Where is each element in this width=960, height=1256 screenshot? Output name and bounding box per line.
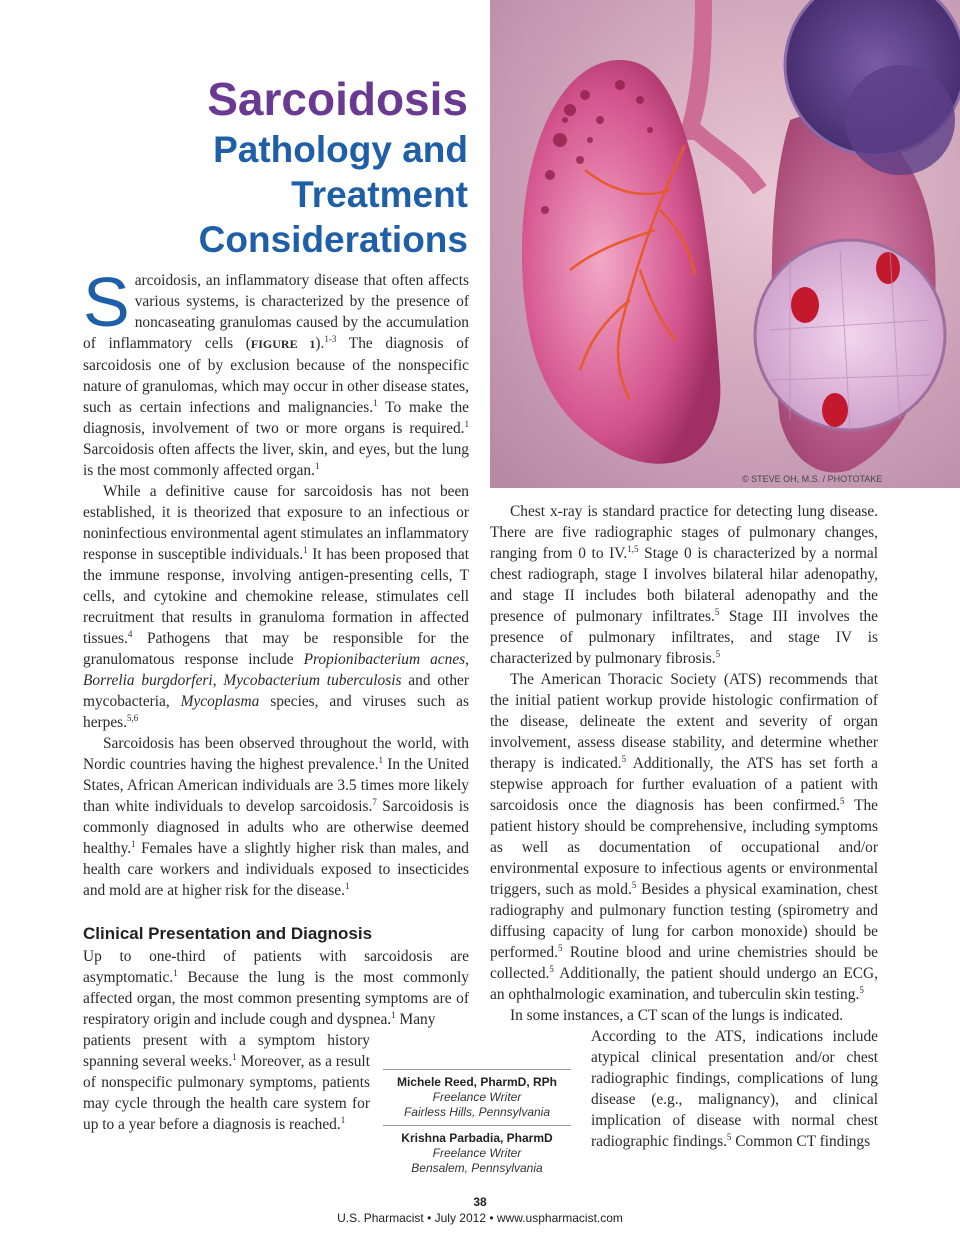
author-location: Bensalem, Pennsylvania <box>411 1161 543 1175</box>
page-number: 38 <box>473 1195 487 1209</box>
paragraph: According to the ATS, indications include atypical clinical presentation and/or chest radiographic findings, complications of lung disease (e.g., malignancy), and clinical implication of disease with normal chest radiographic findings.$^5$ Common CT findings <box>591 1028 878 1150</box>
section-heading: Clinical Presentation and Diagnosis <box>83 924 373 943</box>
footer-publication: U.S. Pharmacist • July 2012 • www.uspharmacist.com <box>337 1211 623 1225</box>
paragraph: Sarcoidosis has been observed throughout the world, with Nordic countries having the highest prevalence.$^1$ In the United States, African American individuals are 3.5 times more likely than white individuals to develop sarcoidosis.$^7$ Sarcoidosis is commonly diagnosed in adults who are otherwise deemed healthy.$^1$ Females have a slightly higher risk than males, and health care workers and individuals exposed to insecticides and mold are at higher risk for the disease.$^1$ <box>83 735 470 899</box>
author-divider <box>383 1125 571 1126</box>
article-title: Sarcoidosis <box>207 73 468 125</box>
paragraph: The American Thoracic Society (ATS) recommends that the initial patient workup provide histologic confirmation of the disease, delineate the extent and severity of organ involvement, assess disease stability, and determine whether therapy is indicated.$^5$ Additionally, the ATS has set forth a stepwise approach for further evaluation of a patient with sarcoidosis once the diagnosis has been confirmed.$^5$ The patient history should be comprehensive, including symptoms as well as documentation of occupational and/or environmental exposure to infectious agents or environmental triggers, such as mold.$^5$ Besides a physical examination, chest radiography and pulmonary function testing (spirometry and diffusing capacity of lung for carbon monoxide) should be performed.$^5$ Routine blood and urine chemistries should be collected.$^5$ Additionally, the patient should undergo an ECG, an ophthalmologic examination, and tuberculin skin testing.$^5$ <box>490 671 879 1003</box>
article-body-left <box>83 263 470 1135</box>
intro-paragraph: Sarcoidosis, an inflammatory disease that often affects various systems, is characterized by the presence of noncaseating granulomas caused by the accumulation of inflammatory cells (FIGURE 1).$^{1-3}$ The diagnosis of sarcoidosis one of by exclusion because of the nonspecific nature of granulomas, which may occur in other disease states, such as certain infections and malignancies.$^1$ To make the diagnosis, involvement of two or more organs is required.$^1$ Sarcoidosis often affects the liver, skin, and eyes, but the lung is the most commonly affected organ.$^1$ <box>83 263 470 479</box>
article-subtitle <box>199 127 468 262</box>
author-box <box>383 1069 571 1176</box>
author-name: Michele Reed, PharmD, RPh <box>396 1075 558 1089</box>
paragraph: Up to one-third of patients with sarcoidosis are asymptomatic.$^1$ Because the lung is the most commonly affected organ, the most common presenting symptoms are of respiratory origin and include cough and dyspnea.$^1$ Many <box>83 948 469 1028</box>
dropcap: S <box>83 263 130 341</box>
author-name: Krishna Parbadia, PharmD <box>401 1131 553 1145</box>
article-body-right <box>490 501 878 1152</box>
author-role: Freelance Writer <box>432 1146 522 1160</box>
subtitle-line-3: Considerations <box>198 219 468 260</box>
paragraph: While a definitive cause for sarcoidosis has not been established, it is theorized that exposure to an infectious or noninfectious environmental agent stimulates an inflammatory response in susceptible individuals.$^1$ It has been proposed that the immune response, involving antigen-presenting cells, T cells, and cytokine and chemokine release, stimulates cell recruitment that results in granuloma formation in affected tissues.$^4$ Pathogens that may be responsible for the granulomatous response include Propionibacterium acnes, Borrelia burgdorferi, Mycobacterium tuberculosis and other mycobacteria, Mycoplasma species, and viruses such as herpes.$^{5,6}$ <box>83 483 469 731</box>
subtitle-line-1: Pathology and <box>213 129 468 170</box>
paragraph: In some instances, a CT scan of the lungs is indicated. <box>510 1007 844 1024</box>
lung-illustration-svg <box>490 0 960 488</box>
lung-illustration <box>490 0 960 488</box>
subtitle-line-2: Treatment <box>291 174 468 215</box>
page-footer <box>0 1194 960 1226</box>
paragraph: patients present with a symptom history spanning several weeks.$^1$ Moreover, as a result of nonspecific pulmonary symptoms, patients may cycle through the health care system for up to a year before a diagnosis is reached.$^1$ <box>83 1032 370 1133</box>
author-role: Freelance Writer <box>432 1090 522 1104</box>
photo-credit: © STEVE OH, M.S. / PHOTOTAKE <box>742 474 883 484</box>
paragraph: Chest x-ray is standard practice for detecting lung disease. There are five radiographic stages of pulmonary changes, ranging from 0 to IV.$^{1,5}$ Stage 0 is characterized by a normal chest radiograph, stage I involves bilateral hilar adenopathy, and stage II includes both bilateral adenopathy and the presence of pulmonary infiltrates.$^5$ Stage III involves the presence of pulmonary infiltrates, and stage IV is characterized by pulmonary fibrosis.$^5$ <box>490 503 879 667</box>
author-location: Fairless Hills, Pennsylvania <box>403 1105 551 1119</box>
